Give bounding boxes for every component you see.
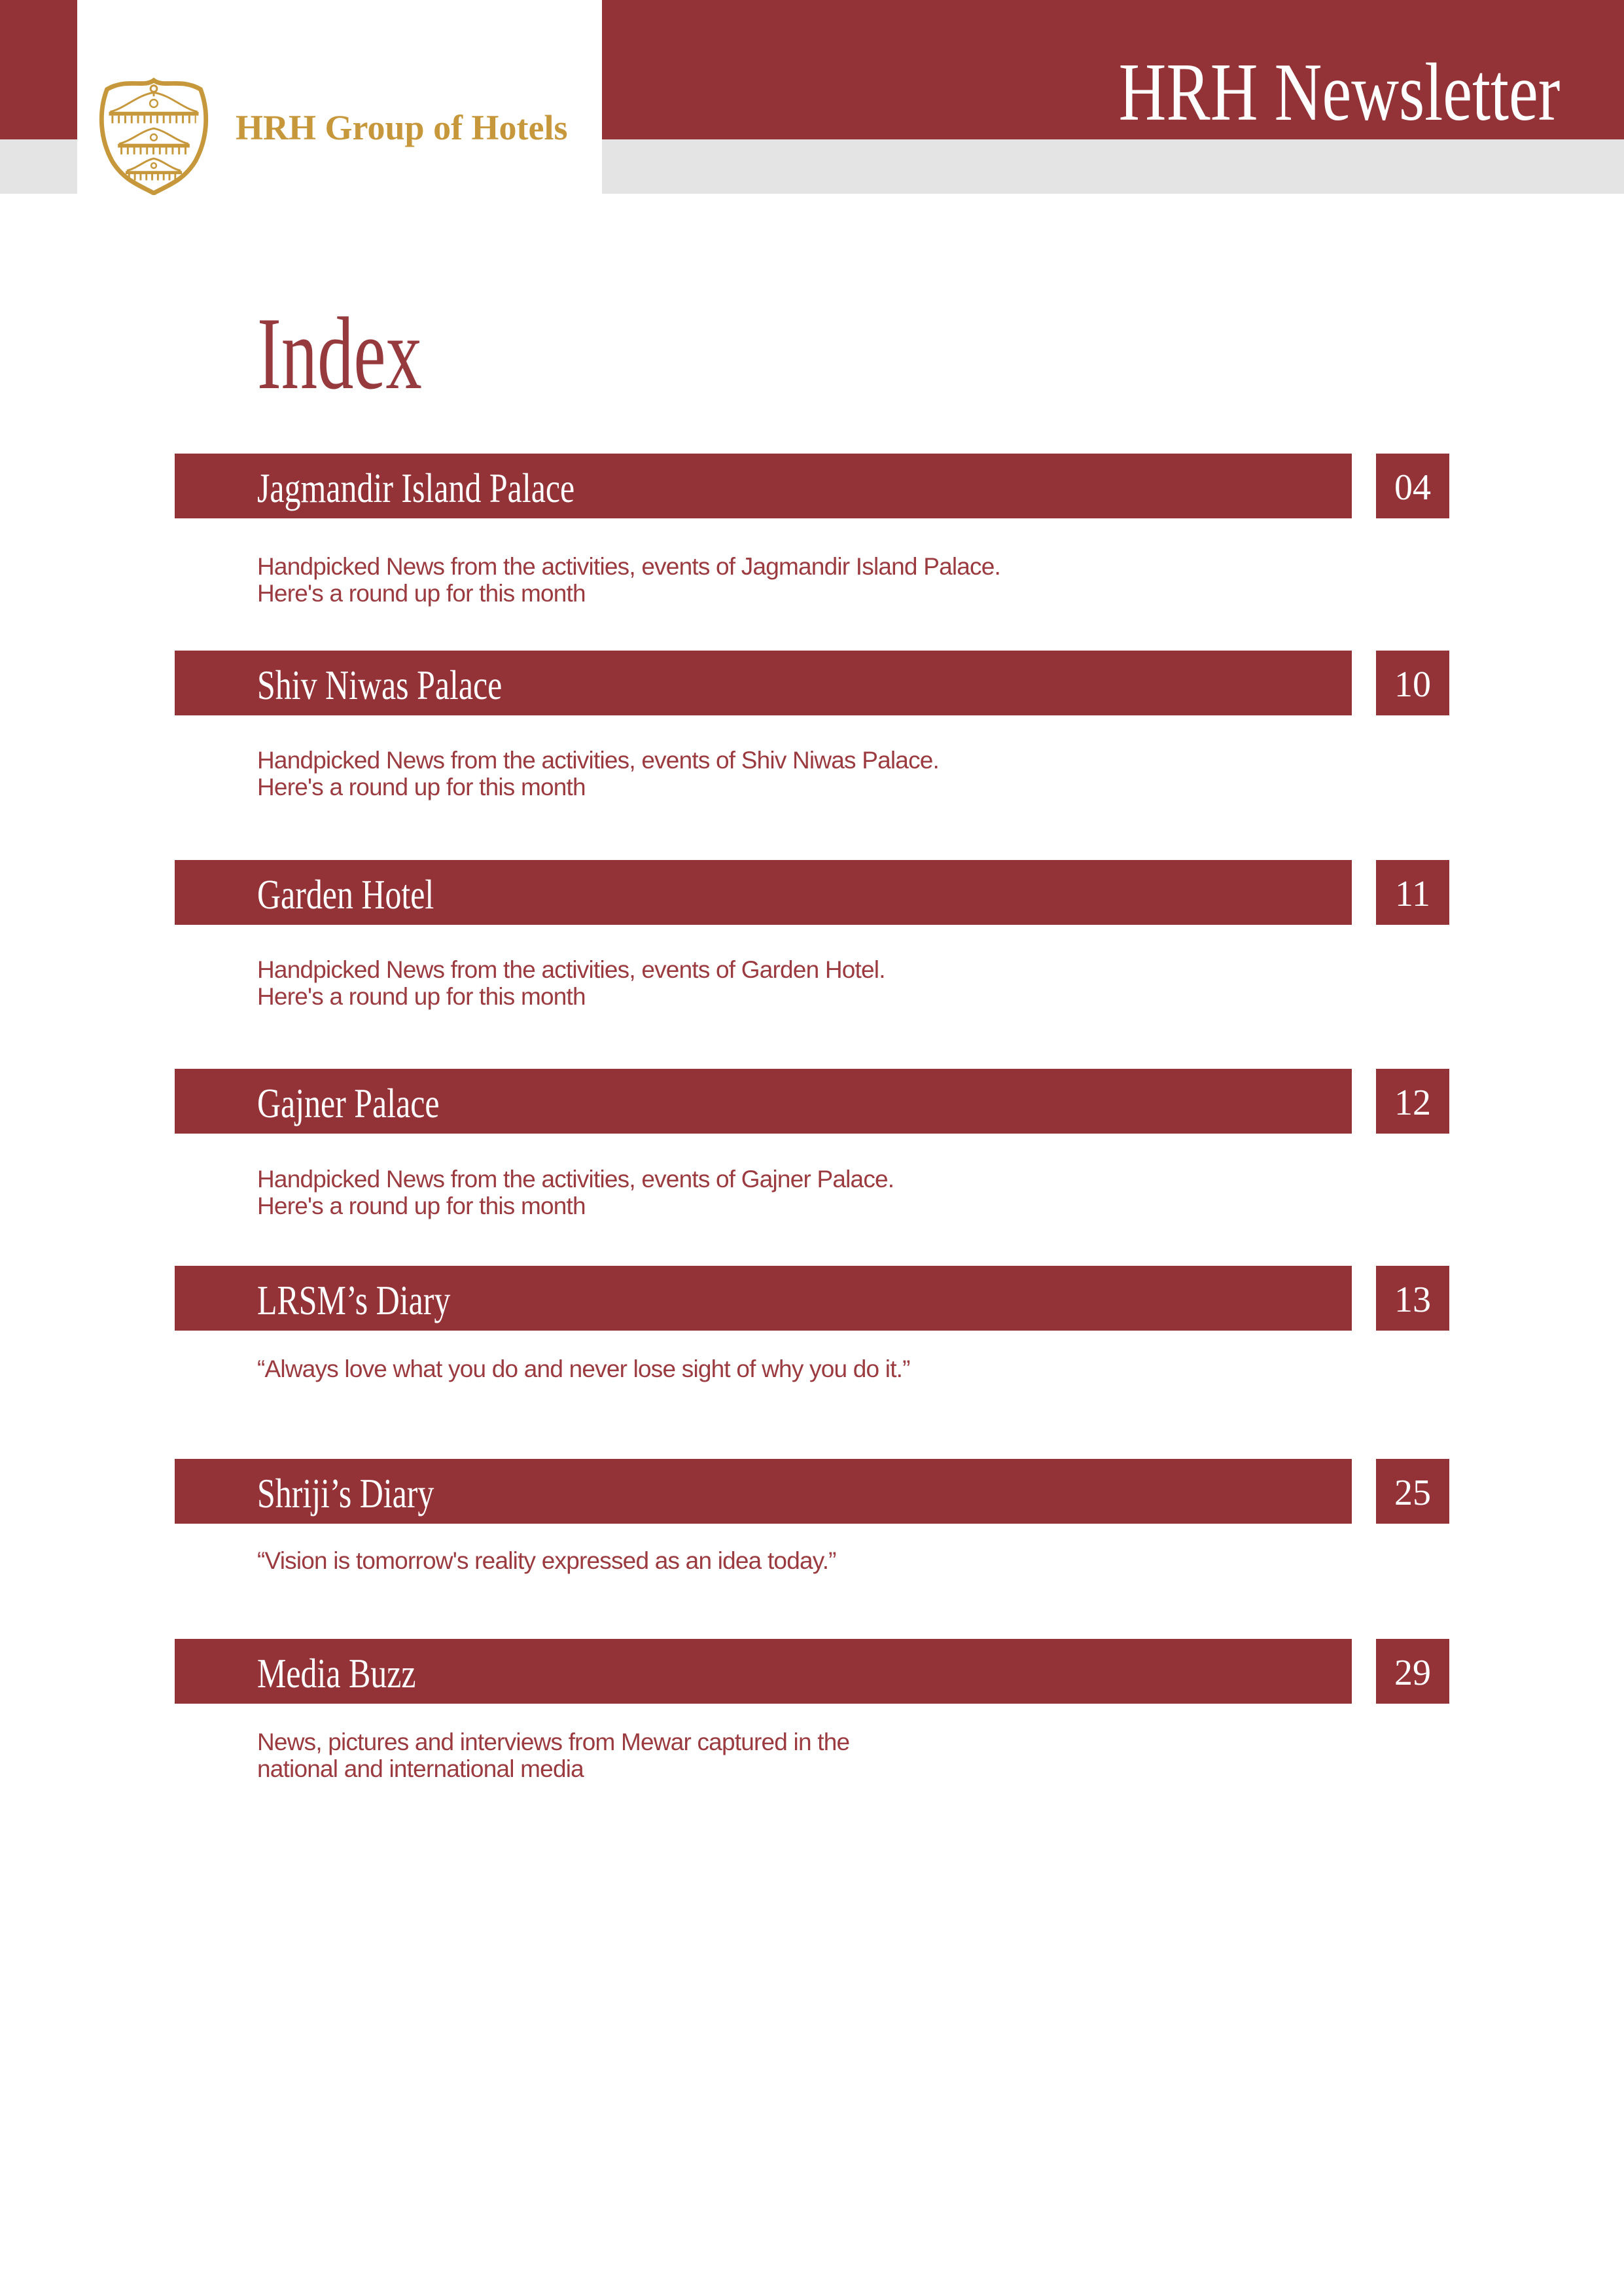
description-line-1: Handpicked News from the activities, events of Jagmandir Island Palace. [257,553,1000,580]
entry-page-box[interactable] [1376,1639,1449,1704]
description-line-1: Handpicked News from the activities, events of Shiv Niwas Palace. [257,747,940,774]
entry-bar-row [175,651,1449,715]
entry-title-bar[interactable] [175,1639,1352,1704]
page-title: Index [257,296,422,411]
entry-page-number: 11 [1395,873,1430,914]
description-line-1: Handpicked News from the activities, events of Garden Hotel. [257,956,885,983]
entry-description [175,1729,1449,1782]
entry-title-bar[interactable] [175,860,1352,925]
brand-logo-panel [77,0,602,194]
entry-page-box[interactable] [1376,1266,1449,1331]
entry-bar-row [175,1266,1449,1331]
entry-page-number: 25 [1394,1472,1431,1513]
entry-bar-row [175,1069,1449,1134]
entry-page-box[interactable] [1376,454,1449,518]
entry-title: Garden Hotel [257,870,434,918]
entry-page-box[interactable] [1376,860,1449,925]
entry-page-box[interactable] [1376,651,1449,715]
description-line-2: Here's a round up for this month [257,983,586,1010]
entry-title-bar[interactable] [175,1459,1352,1524]
description-line-1: “Vision is tomorrow's reality expressed as an idea today.” [257,1547,836,1574]
entry-title: Shriji’s Diary [257,1469,434,1516]
description-line-2: Here's a round up for this month [257,774,586,800]
entry-description [175,553,1449,607]
index-entry [175,860,1449,1010]
description-line-2: Here's a round up for this month [257,580,586,607]
brand-name: HRH Group of Hotels [236,108,568,147]
description-line-1: News, pictures and interviews from Mewar captured in the [257,1729,850,1755]
index-entry [175,1459,1449,1574]
entry-title: Media Buzz [257,1649,416,1696]
entry-page-number: 04 [1394,467,1431,508]
description-line-1: “Always love what you do and never lose sight of why you do it.” [257,1355,910,1382]
entry-page-number: 10 [1394,664,1431,705]
index-entry [175,1639,1449,1782]
entry-title-bar[interactable] [175,1266,1352,1331]
index-entry [175,1069,1449,1219]
entry-bar-row [175,860,1449,925]
entry-page-box[interactable] [1376,1069,1449,1134]
index-entry [175,1266,1449,1382]
index-entry [175,651,1449,800]
entry-page-box[interactable] [1376,1459,1449,1524]
entry-description [175,747,1449,800]
entry-page-number: 12 [1394,1082,1431,1123]
index-entry [175,454,1449,607]
entry-title-bar[interactable] [175,454,1352,518]
hrh-crest-icon [94,73,214,195]
description-line-1: Handpicked News from the activities, events of Gajner Palace. [257,1166,894,1193]
entry-title: Gajner Palace [257,1079,440,1126]
entry-title: Jagmandir Island Palace [257,464,575,511]
description-line-2: Here's a round up for this month [257,1193,586,1219]
newsletter-title: HRH Newsletter [1118,47,1560,138]
entry-page-number: 13 [1394,1279,1431,1320]
entry-title-bar[interactable] [175,651,1352,715]
entry-description [175,956,1449,1010]
entry-title-bar[interactable] [175,1069,1352,1134]
entry-page-number: 29 [1394,1652,1431,1693]
entry-bar-row [175,454,1449,518]
entry-bar-row [175,1639,1449,1704]
entry-title: LRSM’s Diary [257,1276,451,1323]
entry-title: Shiv Niwas Palace [257,661,503,708]
description-line-2: national and international media [257,1755,584,1782]
header-left-accent-strip [0,0,77,139]
entry-description [175,1166,1449,1219]
entry-quote [175,1547,1449,1574]
entry-quote [175,1355,1449,1382]
entry-bar-row [175,1459,1449,1524]
masthead [595,0,1624,139]
